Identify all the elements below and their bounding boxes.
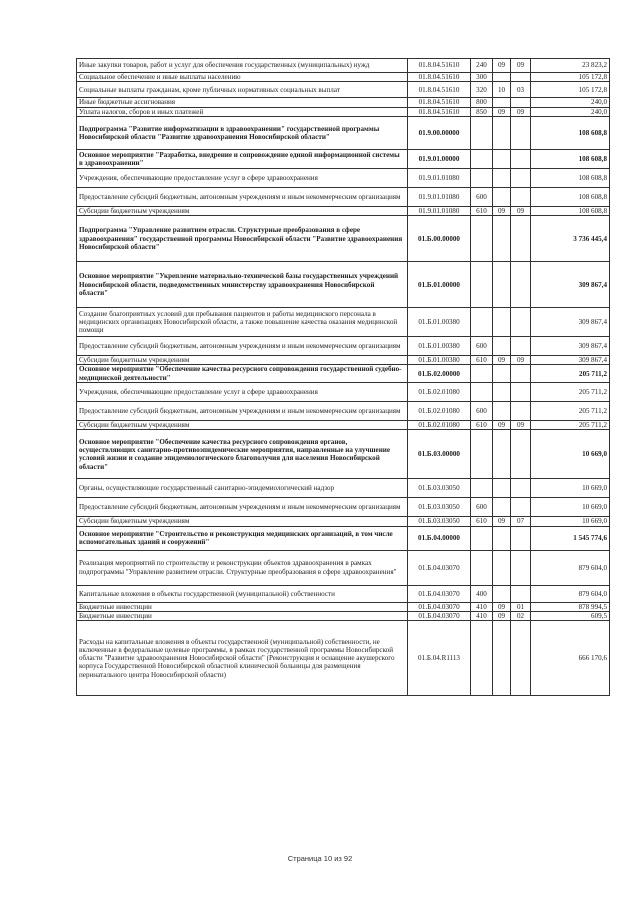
- row-code: 01.8.04.51610: [408, 107, 471, 116]
- row-section: [493, 498, 511, 517]
- row-subsection: [511, 550, 531, 585]
- row-name: Основное мероприятие "Строительство и реконструкция медицинских организаций, в том числе вспомогательных зданий и сооружений": [77, 526, 408, 550]
- row-expense-type: 850: [471, 107, 493, 116]
- row-amount: 3 736 445,4: [531, 216, 610, 262]
- row-code: 01.Б.03.03050: [408, 479, 471, 498]
- row-name: Подпрограмма "Управление развитием отрасли. Структурные преобразования в сфере здравоохранения" государственной программы Новосибирской области "Развитие здравоохранения Новосибирской области": [77, 216, 408, 262]
- row-expense-type: [471, 149, 493, 168]
- row-section: 09: [493, 356, 511, 365]
- row-expense-type: [471, 216, 493, 262]
- row-subsection: [511, 216, 531, 262]
- row-name: Социальное обеспечение и иные выплаты населению: [77, 73, 408, 82]
- row-expense-type: [471, 116, 493, 149]
- row-code: 01.Б.02.00000: [408, 365, 471, 383]
- row-section: [493, 73, 511, 82]
- row-code: 01.Б.01.00380: [408, 356, 471, 365]
- row-subsection: 02: [511, 611, 531, 620]
- row-amount: 10 669,0: [531, 430, 610, 479]
- row-amount: 108 608,8: [531, 116, 610, 149]
- row-code: 01.8.04.51610: [408, 59, 471, 73]
- row-name: Бюджетные инвестиции: [77, 611, 408, 620]
- row-expense-type: [471, 430, 493, 479]
- row-code: 01.9.01.01080: [408, 168, 471, 187]
- table-row: [77, 550, 610, 585]
- row-name: Основное мероприятие "Обеспечение качества ресурсного сопровождения органов, осуществляющих санитарно-противоэпидемические мероприятия, направленные на улучшение условий жизни и создание эпидемиологического благополучия для населения Новосибирской области": [77, 430, 408, 479]
- row-code: 01.Б.01.00000: [408, 262, 471, 308]
- row-subsection: [511, 479, 531, 498]
- row-amount: 105 172,8: [531, 73, 610, 82]
- row-subsection: [511, 73, 531, 82]
- row-section: [493, 98, 511, 107]
- row-expense-type: 410: [471, 611, 493, 620]
- row-subsection: [511, 402, 531, 421]
- row-amount: 105 172,8: [531, 82, 610, 98]
- row-section: [493, 216, 511, 262]
- table-row: [77, 611, 610, 620]
- table-row: [77, 585, 610, 602]
- table-row: [77, 479, 610, 498]
- row-section: [493, 116, 511, 149]
- row-section: [493, 550, 511, 585]
- row-amount: 10 669,0: [531, 479, 610, 498]
- row-name: Предоставление субсидий бюджетным, автономным учреждениям и иным некоммерческим организациям: [77, 498, 408, 517]
- row-subsection: [511, 498, 531, 517]
- row-section: 09: [493, 602, 511, 611]
- row-amount: 108 608,8: [531, 187, 610, 206]
- table-row: [77, 98, 610, 107]
- row-section: [493, 149, 511, 168]
- table-row: [77, 430, 610, 479]
- row-amount: 1 545 774,6: [531, 526, 610, 550]
- row-subsection: [511, 585, 531, 602]
- row-expense-type: 600: [471, 187, 493, 206]
- row-subsection: [511, 168, 531, 187]
- row-subsection: 09: [511, 59, 531, 73]
- row-code: 01.Б.02.01080: [408, 383, 471, 402]
- row-section: 09: [493, 517, 511, 526]
- row-subsection: 09: [511, 107, 531, 116]
- row-subsection: 01: [511, 602, 531, 611]
- row-name: Расходы на капитальные вложения в объекты государственной (муниципальной) собственности, не включенные в федеральные целевые программы, в рамках государственной программы Новосибирской области "Развитие здравоохранения Новосибирской области" (Реконструкция и оснащение акушерского корпуса Государственной Новосибирской областной клинической больницы для размещения перинатального центра Новосибирской области): [77, 621, 408, 696]
- row-subsection: 07: [511, 517, 531, 526]
- row-code: 01.Б.01.00380: [408, 337, 471, 356]
- row-code: 01.9.00.00000: [408, 116, 471, 149]
- table-row: [77, 73, 610, 82]
- row-name: Основное мероприятие "Обеспечение качества ресурсного сопровождения государственной судебно-медицинской деятельности": [77, 365, 408, 383]
- table-row: [77, 149, 610, 168]
- row-name: Предоставление субсидий бюджетным, автономным учреждениям и иным некоммерческим организациям: [77, 337, 408, 356]
- row-expense-type: [471, 526, 493, 550]
- row-code: 01.Б.00.00000: [408, 216, 471, 262]
- row-amount: 878 994,5: [531, 602, 610, 611]
- row-subsection: 09: [511, 356, 531, 365]
- row-expense-type: 600: [471, 498, 493, 517]
- page-number-label: Страница 10 из 92: [287, 854, 353, 863]
- row-subsection: 03: [511, 82, 531, 98]
- row-amount: 240,0: [531, 98, 610, 107]
- row-subsection: [511, 526, 531, 550]
- row-amount: 205 711,2: [531, 383, 610, 402]
- row-subsection: 09: [511, 206, 531, 215]
- row-expense-type: 610: [471, 206, 493, 215]
- row-expense-type: 800: [471, 98, 493, 107]
- row-subsection: [511, 337, 531, 356]
- row-expense-type: [471, 365, 493, 383]
- row-expense-type: [471, 262, 493, 308]
- row-name: Субсидии бюджетным учреждениям: [77, 421, 408, 430]
- row-code: 01.Б.01.00380: [408, 308, 471, 337]
- row-amount: 879 604,0: [531, 550, 610, 585]
- table-row: [77, 602, 610, 611]
- table-row: [77, 262, 610, 308]
- row-section: [493, 526, 511, 550]
- row-section: [493, 337, 511, 356]
- row-expense-type: 320: [471, 82, 493, 98]
- row-expense-type: 410: [471, 602, 493, 611]
- table-row: [77, 337, 610, 356]
- row-code: 01.Б.04.03070: [408, 550, 471, 585]
- row-expense-type: [471, 550, 493, 585]
- row-amount: 108 608,8: [531, 206, 610, 215]
- row-name: Уплата налогов, сборов и иных платежей: [77, 107, 408, 116]
- row-name: Социальные выплаты гражданам, кроме публичных нормативных социальных выплат: [77, 82, 408, 98]
- row-amount: 309 867,4: [531, 337, 610, 356]
- row-expense-type: 600: [471, 402, 493, 421]
- row-code: 01.8.04.51610: [408, 82, 471, 98]
- row-expense-type: [471, 621, 493, 696]
- table-row: [77, 82, 610, 98]
- row-name: Капитальные вложения в объекты государственной (муниципальной) собственности: [77, 585, 408, 602]
- row-name: Учреждения, обеспечивающие предоставление услуг в сфере здравоохранения: [77, 383, 408, 402]
- row-section: [493, 383, 511, 402]
- row-amount: 205 711,2: [531, 365, 610, 383]
- row-expense-type: [471, 308, 493, 337]
- row-subsection: 09: [511, 421, 531, 430]
- row-name: Субсидии бюджетным учреждениям: [77, 517, 408, 526]
- table-row: [77, 59, 610, 73]
- row-section: 10: [493, 82, 511, 98]
- row-section: 09: [493, 206, 511, 215]
- row-amount: 23 823,2: [531, 59, 610, 73]
- row-code: 01.Б.02.01080: [408, 421, 471, 430]
- row-subsection: [511, 116, 531, 149]
- row-code: 01.Б.03.03050: [408, 517, 471, 526]
- row-name: Создание благоприятных условий для пребывания пациентов и работы медицинского персонала в медицинских организациях Новосибирской области, а также повышение качества оказания медицинской помощи: [77, 308, 408, 337]
- row-subsection: [511, 262, 531, 308]
- table-row: [77, 517, 610, 526]
- row-expense-type: 610: [471, 421, 493, 430]
- row-code: 01.Б.02.01080: [408, 402, 471, 421]
- row-subsection: [511, 308, 531, 337]
- row-section: [493, 479, 511, 498]
- row-code: 01.Б.04.00000: [408, 526, 471, 550]
- row-name: Иные бюджетные ассигнования: [77, 98, 408, 107]
- row-subsection: [511, 187, 531, 206]
- row-amount: 609,5: [531, 611, 610, 620]
- row-expense-type: [471, 479, 493, 498]
- table-row: [77, 498, 610, 517]
- row-expense-type: 400: [471, 585, 493, 602]
- row-code: 01.Б.04.R1113: [408, 621, 471, 696]
- table-row: [77, 107, 610, 116]
- row-name: Иные закупки товаров, работ и услуг для обеспечения государственных (муниципальных) нужд: [77, 59, 408, 73]
- row-name: Реализация мероприятий по строительству и реконструкции объектов здравоохранения в рамках подпрограммы "Управление развитием отрасли. Структурные преобразования в сфере здравоохранения": [77, 550, 408, 585]
- row-section: 09: [493, 59, 511, 73]
- row-section: [493, 308, 511, 337]
- row-section: 09: [493, 421, 511, 430]
- row-amount: 666 170,6: [531, 621, 610, 696]
- row-amount: 108 608,8: [531, 149, 610, 168]
- row-name: Предоставление субсидий бюджетным, автономным учреждениям и иным некоммерческим организациям: [77, 402, 408, 421]
- row-amount: 309 867,4: [531, 308, 610, 337]
- row-expense-type: 600: [471, 337, 493, 356]
- table-row: [77, 206, 610, 215]
- row-subsection: [511, 383, 531, 402]
- budget-table-body: [77, 59, 610, 696]
- row-code: 01.9.01.00000: [408, 149, 471, 168]
- row-amount: 205 711,2: [531, 402, 610, 421]
- row-expense-type: 610: [471, 356, 493, 365]
- row-code: 01.Б.04.03070: [408, 611, 471, 620]
- table-row: [77, 187, 610, 206]
- row-section: [493, 262, 511, 308]
- row-name: Предоставление субсидий бюджетным, автономным учреждениям и иным некоммерческим организациям: [77, 187, 408, 206]
- row-name: Подпрограмма "Развитие информатизации в здравоохранении" государственной программы Новосибирской области "Развитие здравоохранения Новосибирской области": [77, 116, 408, 149]
- budget-table: [76, 58, 610, 696]
- row-amount: 240,0: [531, 107, 610, 116]
- row-name: Учреждения, обеспечивающие предоставление услуг в сфере здравоохранения: [77, 168, 408, 187]
- table-row: [77, 365, 610, 383]
- row-code: 01.Б.03.03050: [408, 498, 471, 517]
- row-section: 09: [493, 611, 511, 620]
- row-amount: 10 669,0: [531, 498, 610, 517]
- row-name: Бюджетные инвестиции: [77, 602, 408, 611]
- row-expense-type: [471, 383, 493, 402]
- table-row: [77, 356, 610, 365]
- row-code: 01.Б.04.03070: [408, 602, 471, 611]
- row-expense-type: 240: [471, 59, 493, 73]
- table-row: [77, 421, 610, 430]
- row-name: Основное мероприятие "Укрепление материально-технической базы государственных учреждений Новосибирской области, подведомственных министерству здравоохранения Новосибирской области": [77, 262, 408, 308]
- table-row: [77, 526, 610, 550]
- row-amount: 309 867,4: [531, 262, 610, 308]
- table-row: [77, 383, 610, 402]
- table-row: [77, 621, 610, 696]
- row-expense-type: [471, 168, 493, 187]
- row-code: 01.Б.03.00000: [408, 430, 471, 479]
- row-code: 01.8.04.51610: [408, 98, 471, 107]
- row-code: 01.8.04.51610: [408, 73, 471, 82]
- row-name: Органы, осуществляющие государственный санитарно-эпидемиологический надзор: [77, 479, 408, 498]
- row-code: 01.9.01.01080: [408, 206, 471, 215]
- row-section: [493, 621, 511, 696]
- row-section: [493, 365, 511, 383]
- row-subsection: [511, 98, 531, 107]
- row-name: Основное мероприятие "Разработка, внедрение и сопровождение единой информационной системы в здравоохранении": [77, 149, 408, 168]
- table-row: [77, 402, 610, 421]
- row-section: [493, 402, 511, 421]
- row-subsection: [511, 149, 531, 168]
- row-name: Субсидии бюджетным учреждениям: [77, 356, 408, 365]
- row-amount: 205 711,2: [531, 421, 610, 430]
- row-subsection: [511, 365, 531, 383]
- row-expense-type: 300: [471, 73, 493, 82]
- table-row: [77, 116, 610, 149]
- table-row: [77, 216, 610, 262]
- page-footer: [0, 854, 640, 863]
- row-amount: 108 608,8: [531, 168, 610, 187]
- row-section: [493, 187, 511, 206]
- row-subsection: [511, 621, 531, 696]
- table-row: [77, 308, 610, 337]
- row-name: Субсидии бюджетным учреждениям: [77, 206, 408, 215]
- row-section: [493, 168, 511, 187]
- row-code: 01.Б.04.03070: [408, 585, 471, 602]
- row-amount: 309 867,4: [531, 356, 610, 365]
- row-amount: 879 604,0: [531, 585, 610, 602]
- row-section: [493, 430, 511, 479]
- row-section: 09: [493, 107, 511, 116]
- row-expense-type: 610: [471, 517, 493, 526]
- table-row: [77, 168, 610, 187]
- row-subsection: [511, 430, 531, 479]
- row-code: 01.9.01.01080: [408, 187, 471, 206]
- row-section: [493, 585, 511, 602]
- row-amount: 10 669,0: [531, 517, 610, 526]
